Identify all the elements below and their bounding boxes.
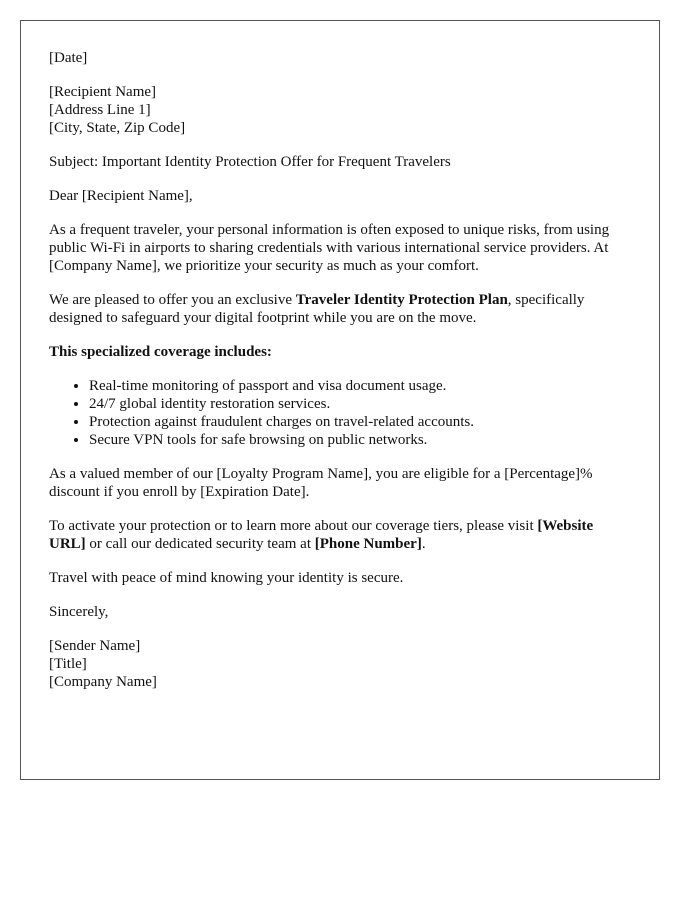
loyalty-paragraph: As a valued member of our [Loyalty Program Name], you are eligible for a [Percentage]% discount if you enroll by [Expiration Date]. [49,466,593,500]
closing-line: Travel with peace of mind knowing your identity is secure. [49,570,404,586]
recipient-address-block [49,83,631,137]
activate-text-before: To activate your protection or to learn more about our coverage tiers, please visit [49,518,538,534]
recipient-name: [Recipient Name] [49,84,157,100]
coverage-item: • Secure VPN tools for safe browsing on public networks. [89,431,631,449]
activate-text-after: . [421,536,426,552]
offer-text-before: We are pleased to offer you an exclusive [49,292,296,308]
recipient-address-line-1: [Address Line 1] [49,102,151,118]
coverage-item: • Protection against fraudulent charges on travel-related accounts. [89,413,631,431]
sender-name: [Sender Name] [49,638,141,654]
coverage-item: • Real-time monitoring of passport and visa document usage. [89,377,631,395]
sender-signature-block [49,637,631,691]
recipient-city-state-zip: [City, State, Zip Code] [49,120,186,136]
letter-subject: Subject: Important Identity Protection Offer for Frequent Travelers [49,154,451,170]
phone-number: [Phone Number] [314,536,422,552]
coverage-heading: This specialized coverage includes: [49,344,272,360]
coverage-list [49,377,631,449]
letter-signoff: Sincerely, [49,604,109,620]
letter-salutation: Dear [Recipient Name], [49,188,193,204]
sender-title: [Title] [49,656,87,672]
offer-text-after: , specifically designed to safeguard your digital footprint while you are on the move. [49,292,585,326]
intro-paragraph: As a frequent traveler, your personal information is often exposed to unique risks, from using public Wi-Fi in airports to sharing credentials with various international service providers. At [Company Name], we prioritize your security as much as your comfort. [49,222,610,274]
activate-text-middle: or call our dedicated security team at [85,536,315,552]
plan-name: Traveler Identity Protection Plan [295,292,508,308]
sender-company: [Company Name] [49,674,157,690]
website-url: [Website URL] [49,518,594,552]
coverage-item: • 24/7 global identity restoration services. [89,395,631,413]
activate-paragraph [49,517,631,553]
letter-page [20,20,660,780]
offer-paragraph [49,291,631,327]
letter-date: [Date] [49,50,88,66]
